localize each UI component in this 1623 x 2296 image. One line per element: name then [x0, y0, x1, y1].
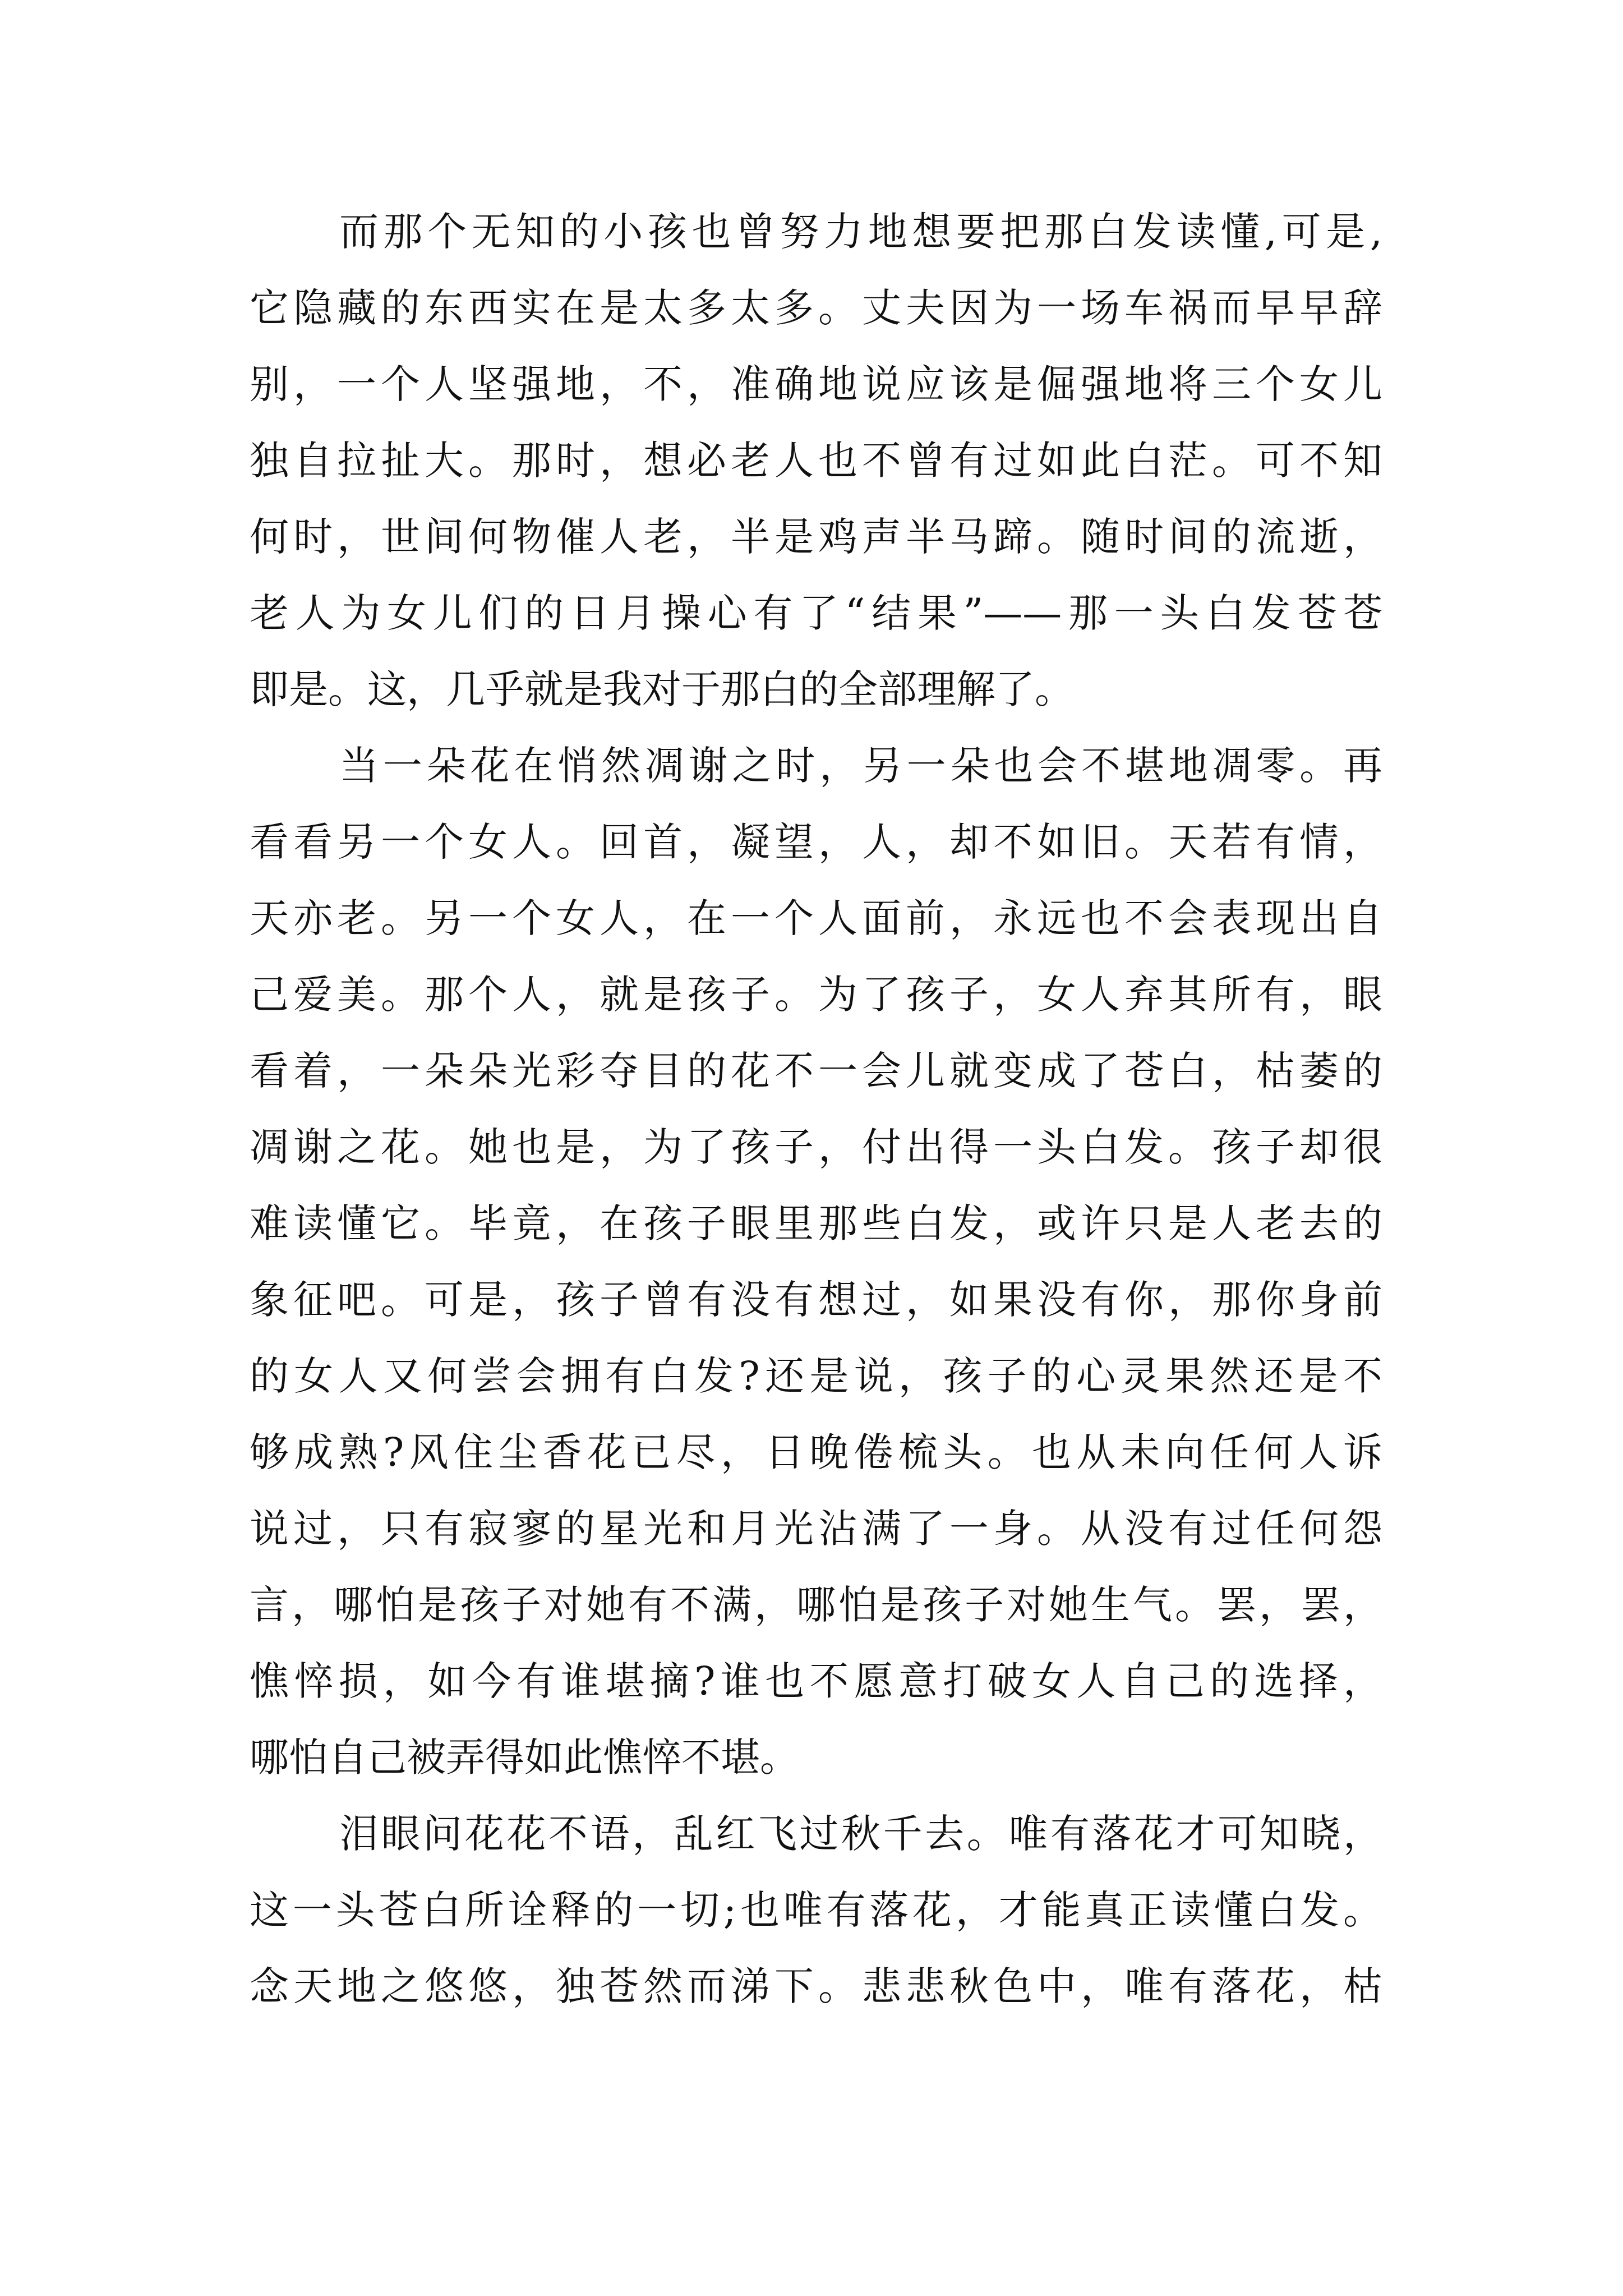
- paragraph-2-line-5: 看着，一朵朵光彩夺目的花不一会儿就变成了苍白，枯萎的: [250, 1048, 1382, 1094]
- paragraph-2-line-10: 够成熟?风住尘香花已尽，日晚倦梳头。也从未向任何人诉: [250, 1429, 1382, 1475]
- paragraph-2-line-12: 言，哪怕是孩子对她有不满，哪怕是孩子对她生气。罢，罢，: [250, 1582, 1382, 1628]
- paragraph-1-line-3: 别，一个人坚强地，不，准确地说应该是倔强地将三个女儿: [250, 361, 1382, 407]
- paragraph-1-line-1: 而那个无知的小孩也曾努力地想要把那白发读懂,可是,: [339, 209, 1382, 255]
- paragraph-1-line-2: 它隐藏的东西实在是太多太多。丈夫因为一场车祸而早早辞: [250, 285, 1382, 331]
- paragraph-3-line-2: 这一头苍白所诠释的一切;也唯有落花，才能真正读懂白发。: [250, 1887, 1382, 1933]
- document-body: [250, 194, 1382, 2024]
- paragraph-1-line-4: 独自拉扯大。那时，想必老人也不曾有过如此白茫。可不知: [250, 438, 1382, 484]
- paragraph-2-line-1: 当一朵花在悄然凋谢之时，另一朵也会不堪地凋零。再: [339, 743, 1382, 789]
- paragraph-1-line-6: 老人为女儿们的日月操心有了“结果”——那一头白发苍苍: [250, 590, 1382, 636]
- paragraph-2-line-11: 说过，只有寂寥的星光和月光沾满了一身。从没有过任何怨: [250, 1506, 1382, 1552]
- paragraph-2-line-14: 哪怕自己被弄得如此憔悴不堪。: [250, 1734, 799, 1780]
- paragraph-2-line-8: 象征吧。可是，孩子曾有没有想过，如果没有你，那你身前: [250, 1277, 1382, 1323]
- paragraph-2-line-3: 天亦老。另一个女人，在一个人面前，永远也不会表现出自: [250, 895, 1382, 941]
- paragraph-3-line-1: 泪眼问花花不语，乱红飞过秋千去。唯有落花才可知晓，: [339, 1811, 1382, 1857]
- paragraph-2-line-13: 憔悴损，如今有谁堪摘?谁也不愿意打破女人自己的选择，: [250, 1658, 1382, 1704]
- paragraph-1-line-7: 即是。这，几乎就是我对于那白的全部理解了。: [250, 666, 1074, 712]
- paragraph-2-line-2: 看看另一个女人。回首，凝望，人，却不如旧。天若有情，: [250, 819, 1382, 865]
- paragraph-1-line-5: 何时，世间何物催人老，半是鸡声半马蹄。随时间的流逝，: [250, 514, 1382, 560]
- paragraph-2-line-7: 难读懂它。毕竟，在孩子眼里那些白发，或许只是人老去的: [250, 1200, 1382, 1246]
- paragraph-2-line-9: 的女人又何尝会拥有白发?还是说，孩子的心灵果然还是不: [250, 1353, 1382, 1399]
- paragraph-3-line-3: 念天地之悠悠，独苍然而涕下。悲悲秋色中，唯有落花，枯: [250, 1963, 1382, 2009]
- paragraph-2-line-4: 己爱美。那个人，就是孩子。为了孩子，女人弃其所有，眼: [250, 972, 1382, 1018]
- paragraph-2-line-6: 凋谢之花。她也是，为了孩子，付出得一头白发。孩子却很: [250, 1124, 1382, 1170]
